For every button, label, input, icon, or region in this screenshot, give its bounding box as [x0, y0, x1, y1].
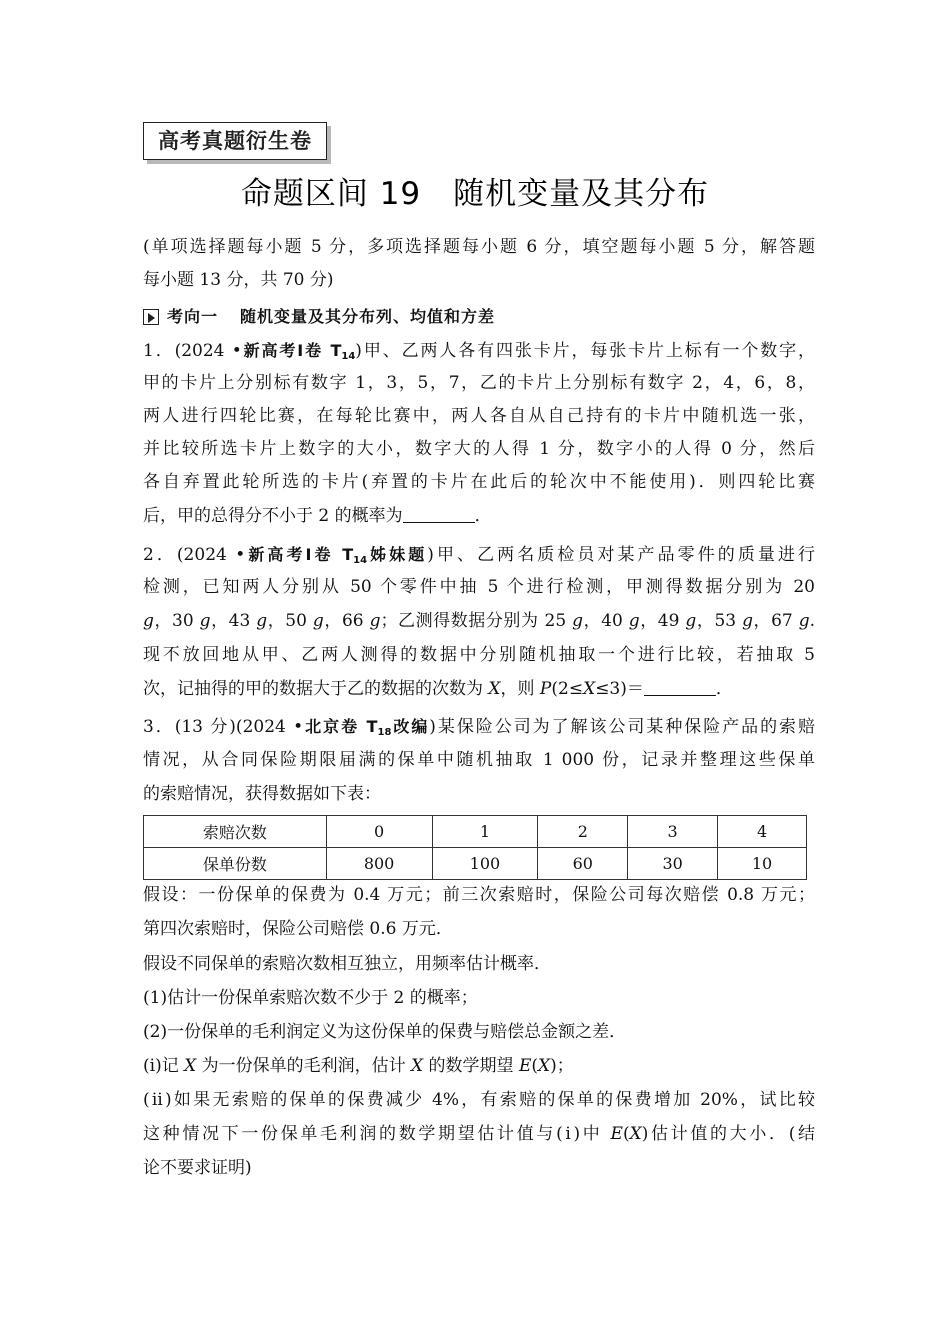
q3-line-1: 3．(13 分)(2024 •北京卷 $T_{18}$改编)某保险公司为了解该公司某种保险产品的索赔 [143, 717, 815, 738]
q2-line-1: 2．(2024 •新高考Ⅰ卷 $T_{14}$姊妹题)甲、乙两名质检员对某产品零件的质量进行 [143, 545, 815, 566]
q3-assumption-3: 假设不同保单的索赔次数相互独立，用频率估计概率． [143, 954, 551, 974]
table-cell: 60 [538, 848, 628, 880]
q2-source: 新高考Ⅰ卷 $T_{14}$姊妹题 [245, 545, 428, 566]
paper-banner: 高考真题衍生卷 [143, 122, 327, 160]
q3-part-2-ii-line-3: 论不要求证明) [143, 1158, 252, 1178]
intro-line-1: (单项选择题每小题 5 分，多项选择题每小题 6 分，填空题每小题 5 分，解答题 [143, 237, 815, 257]
intro-line-2: 每小题 13 分，共 70 分) [143, 270, 334, 290]
q3-assumption-2: 第四次索赔时，保险公司赔偿 0.6 万元． [143, 919, 453, 939]
table-row [144, 816, 807, 848]
table-cell: 10 [718, 848, 807, 880]
table-cell: 800 [326, 848, 432, 880]
q3-part-2: (2)一份保单的毛利润定义为这份保单的保费与赔偿总金额之差． [143, 1022, 627, 1042]
claims-table [143, 815, 807, 880]
table-cell: 3 [628, 816, 718, 848]
play-triangle-icon [143, 309, 159, 325]
q2-line-5: 次，记抽得的甲的数据大于乙的数据的次数为 X，则 P(2≤X≤3)＝ ． [143, 673, 815, 706]
section-heading [143, 302, 495, 332]
q2-number: 2．(2024 • [143, 545, 246, 565]
section-label: 考向一 [167, 307, 219, 326]
q2-line-3: g，30 g，43 g，50 g，66 g；乙测得数据分别为 25 g，40 g，49 g，53 g，67 g. [143, 611, 815, 631]
q1-line-5: 各自弃置此轮所选的卡片(弃置的卡片在此后的轮次中不能使用)．则四轮比赛 [143, 472, 815, 492]
table-header-cell: 保单份数 [144, 848, 327, 880]
q1-line-4: 并比较所选卡片上数字的大小，数字大的人得 1 分，数字小的人得 0 分，然后 [143, 439, 815, 459]
table-cell: 1 [432, 816, 538, 848]
page-title: 命题区间 19 随机变量及其分布 [240, 176, 710, 212]
q3-part-1: (1)估计一份保单索赔次数不少于 2 的概率； [143, 988, 478, 1008]
answer-blank[interactable] [403, 502, 475, 523]
q3-assumption-1: 假设：一份保单的保费为 0.4 万元；前三次索赔时，保险公司每次赔偿 0.8 万元； [143, 885, 815, 905]
q3-source: 北京卷 $T_{18}$改编 [303, 717, 430, 738]
table-row [144, 848, 807, 880]
table-cell: 0 [326, 816, 432, 848]
q3-number: 3．(13 分)(2024 • [143, 717, 304, 737]
table-header-cell: 索赔次数 [144, 816, 327, 848]
q1-number: 1．(2024 • [143, 341, 242, 361]
section-title: 随机变量及其分布列、均值和方差 [240, 307, 496, 326]
q3-line-2: 情况，从合同保险期限届满的保单中随机抽取 1 000 份，记录并整理这些保单 [143, 750, 815, 770]
q3-part-2-ii-line-1: (ⅱ)如果无索赔的保单的保费减少 4%，有索赔的保单的保费增加 20%，试比较 [143, 1090, 815, 1110]
q1-line-1: 1．(2024 •新高考Ⅰ卷 $T_{14}$)甲、乙两人各有四张卡片，每张卡片上标有一个数字， [143, 341, 815, 362]
answer-blank[interactable] [644, 675, 716, 696]
q2-line-2: 检测，已知两人分别从 50 个零件中抽 5 个进行检测，甲测得数据分别为 20 [143, 577, 815, 597]
q1-line-3: 两人进行四轮比赛，在每轮比赛中，两人各自从自己持有的卡片中随机选一张， [143, 406, 815, 426]
q1-line-2: 甲的卡片上分别标有数字 1，3，5，7，乙的卡片上分别标有数字 2，4，6，8， [143, 373, 815, 393]
q1-line-6: 后，甲的总得分不小于 2 的概率为 ． [143, 500, 815, 533]
table-cell: 100 [432, 848, 538, 880]
q3-part-2-ii-line-2: 这种情况下一份保单毛利润的数学期望估计值与(ⅰ)中 E(X)估计值的大小．(结 [143, 1124, 815, 1144]
table-cell: 4 [718, 816, 807, 848]
q2-line-4: 现不放回地从甲、乙两人测得的数据中分别随机抽取一个进行比较，若抽取 5 [143, 645, 815, 665]
q3-line-3: 的索赔情况，获得数据如下表： [143, 784, 381, 804]
table-cell: 30 [628, 848, 718, 880]
table-cell: 2 [538, 816, 628, 848]
q3-part-2-i: (ⅰ)记 X 为一份保单的毛利润，估计 X 的数学期望 E(X)； [143, 1056, 574, 1076]
q1-source: 新高考Ⅰ卷 $T_{14}$ [241, 341, 356, 362]
